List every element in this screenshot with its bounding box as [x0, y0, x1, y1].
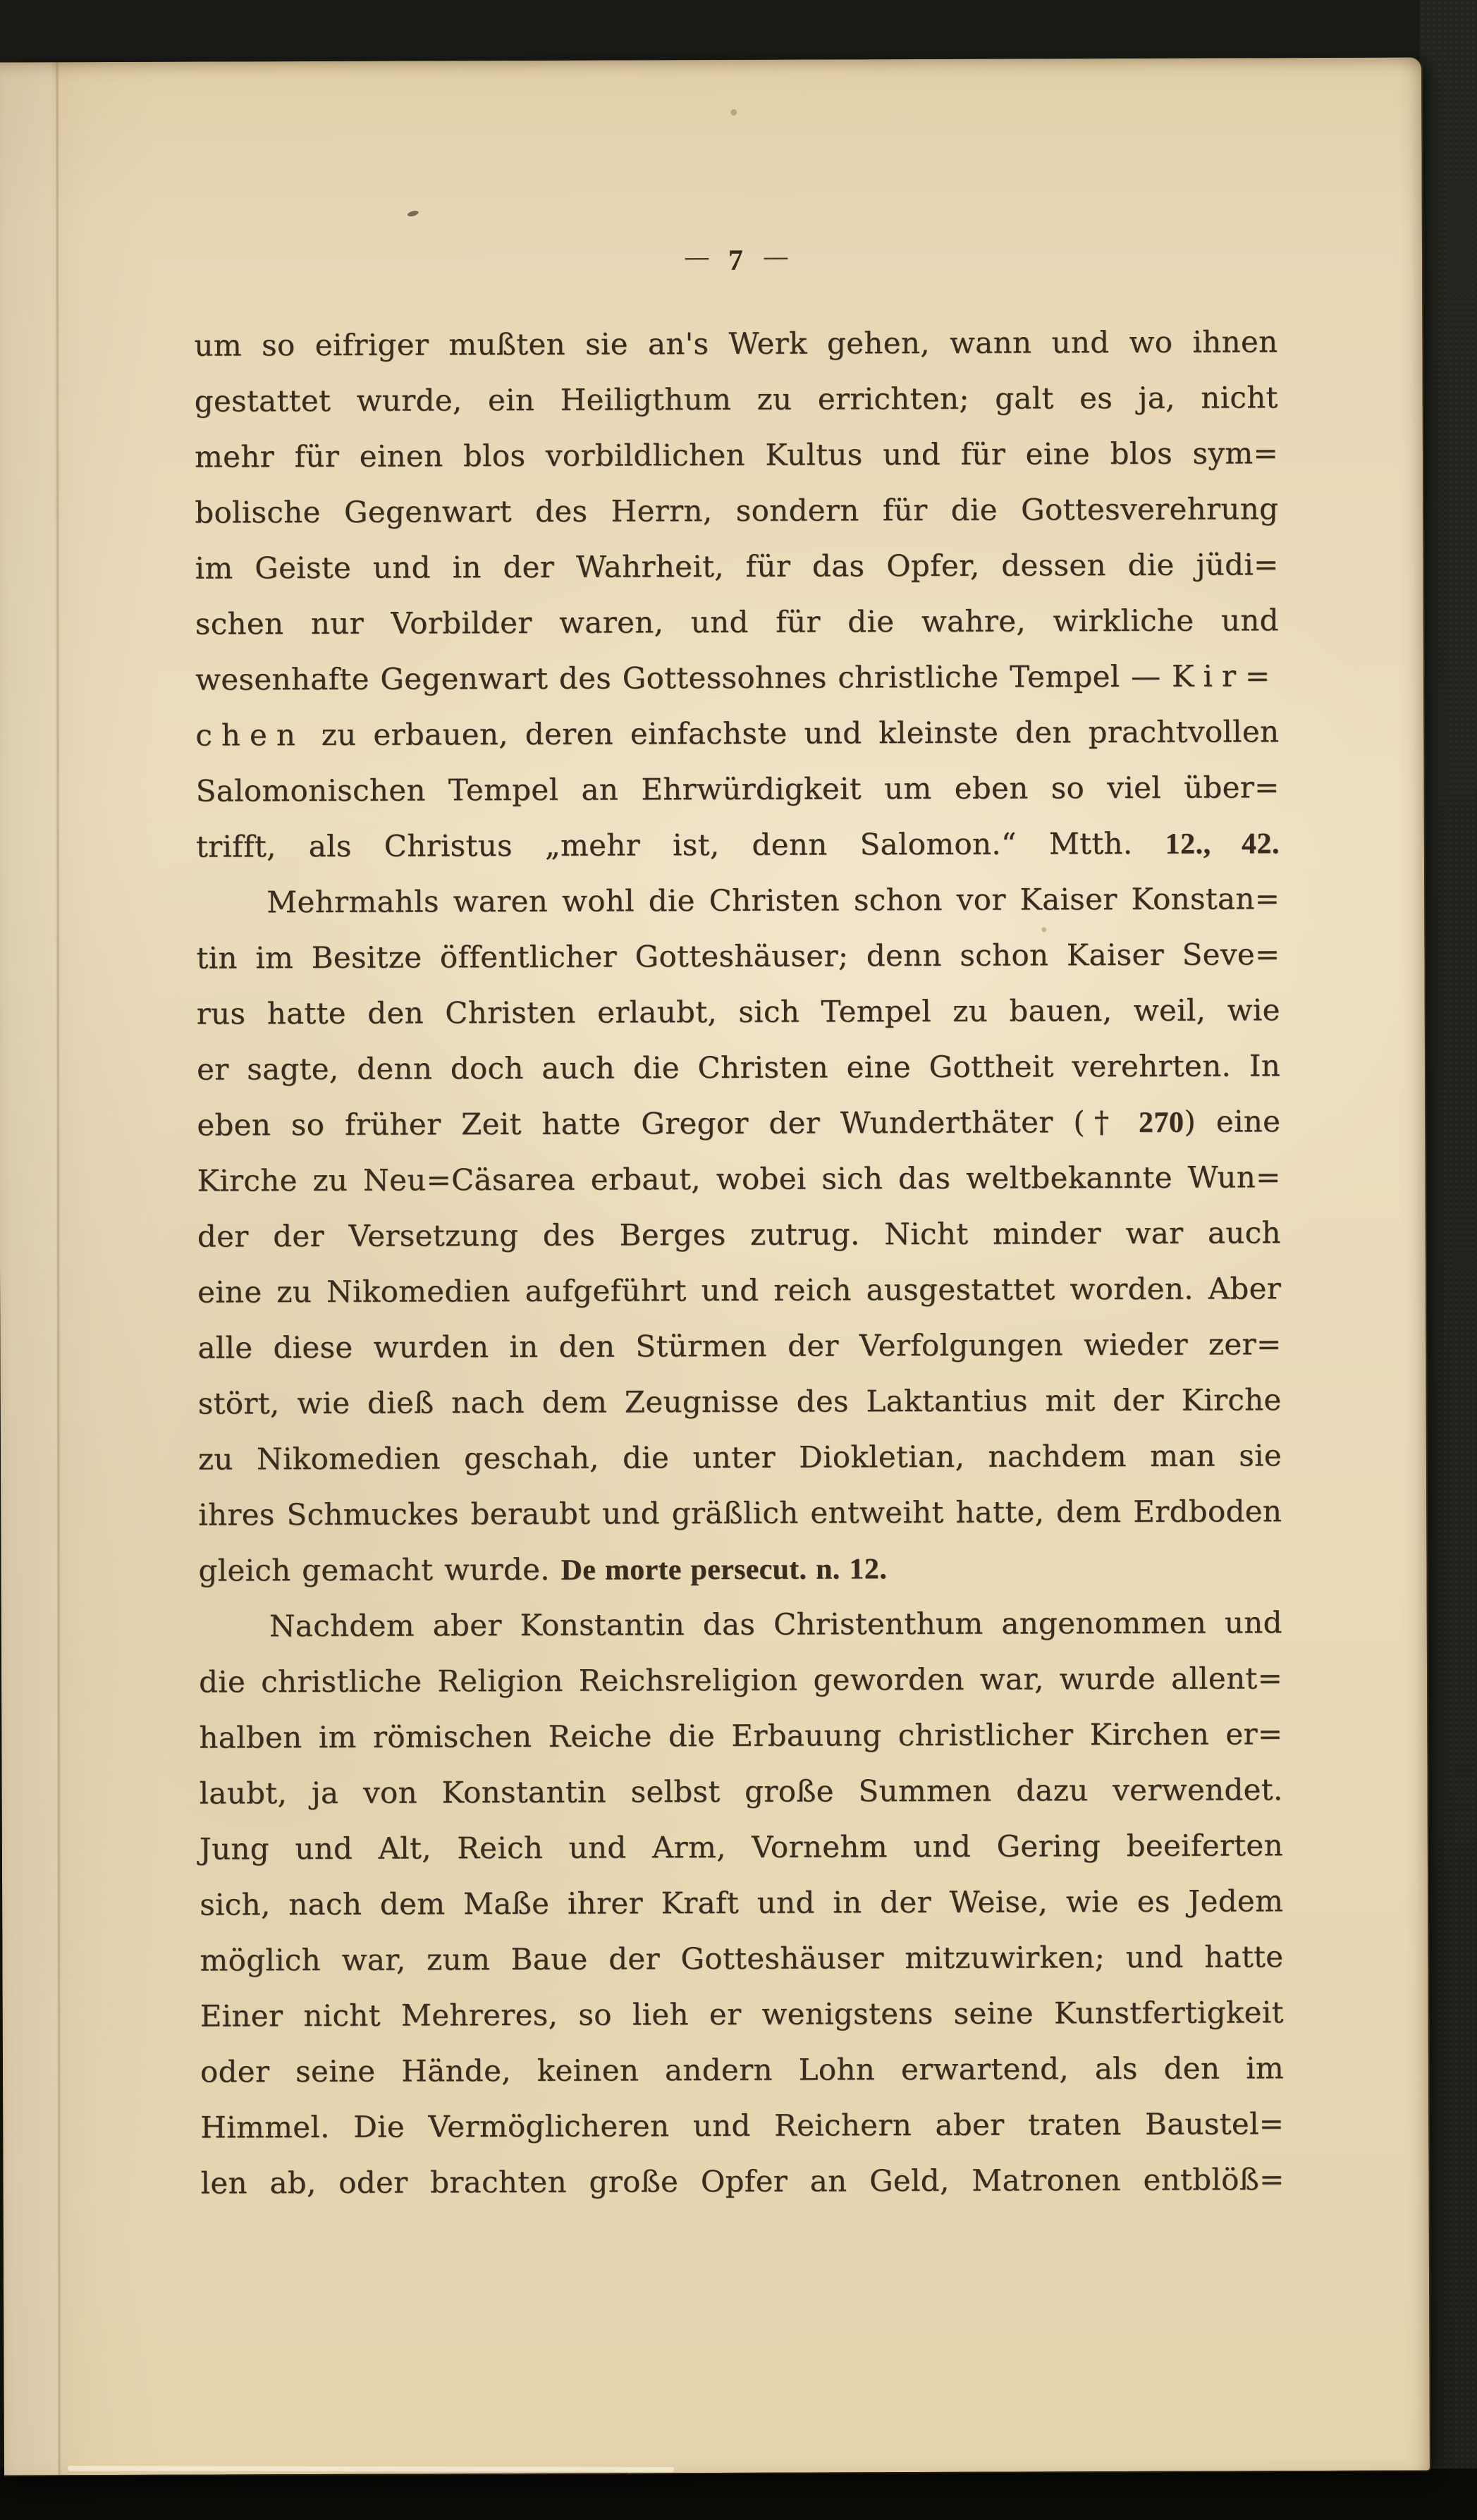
fraktur-text: rus hatte den Christen erlaubt, sich Tempel zu bauen, weil, wie	[196, 992, 1280, 1031]
text-line	[196, 815, 1280, 874]
fraktur-text: Kirche zu Neu=Cäsarea erbaut, wobei sich das weltbekannte Wun=	[197, 1160, 1281, 1198]
fraktur-text: Mehrmahls waren wohl die Christen schon vor Kaiser Konstan=	[266, 881, 1280, 920]
fraktur-text: Einer nicht Mehreres, so lieh er wenigstens seine Kunstfertigkeit	[200, 1995, 1284, 2034]
scan-background-bottom	[0, 2469, 1477, 2520]
text-line	[195, 592, 1279, 651]
page-number-header	[194, 240, 1277, 293]
text-line	[195, 759, 1279, 818]
text-line	[200, 2096, 1284, 2155]
fraktur-text: um so eifriger mußten sie an's Werk gehen, wann und wo ihnen	[194, 324, 1278, 363]
text-line	[195, 369, 1278, 429]
text-line	[197, 1149, 1280, 1208]
text-line	[197, 1205, 1281, 1264]
text-line	[197, 1316, 1281, 1375]
fraktur-text: eine zu Nikomedien aufgeführt und reich ausgestattet worden. Aber	[197, 1271, 1282, 1310]
fraktur-text: schen nur Vorbilder waren, und für die wahre, wirkliche und	[195, 603, 1279, 641]
text-line	[200, 1873, 1283, 1932]
text-line	[195, 481, 1278, 540]
text-line	[197, 982, 1280, 1041]
fraktur-text: eben so früher Zeit hatte Gregor der Wunderthäter (†	[197, 1104, 1139, 1143]
letterspaced-emphasis: Kir=	[1171, 658, 1280, 694]
fraktur-text: sich, nach dem Maße ihrer Kraft und in der Weise, wie es Jedem	[200, 1883, 1284, 1922]
fraktur-text: er sagte, denn doch auch die Christen eine Gottheit verehrten. In	[196, 1048, 1281, 1087]
bold-numeral: 12.	[849, 1553, 888, 1586]
text-line	[200, 1817, 1283, 1876]
book-page-paper	[0, 57, 1431, 2476]
fraktur-text: ) eine	[1184, 1104, 1281, 1139]
fraktur-text: stört, wie dieß nach dem Zeugnisse des Laktantius mit der Kirche	[197, 1382, 1282, 1421]
text-line	[198, 1483, 1282, 1542]
fraktur-text: laubt, ja von Konstantin selbst große Summen dazu verwendet.	[199, 1772, 1283, 1811]
fraktur-text: möglich war, zum Baue der Gotteshäuser mitzuwirken; und hatte	[200, 1939, 1284, 1978]
fraktur-text: oder seine Hände, keinen andern Lohn erwartend, als den im	[200, 2051, 1285, 2089]
text-line	[197, 1260, 1281, 1320]
fraktur-text: zu erbauen, deren einfachste und kleinste den prachtvollen	[304, 714, 1280, 753]
fraktur-text: wesenhafte Gegenwart des Gottessohnes christliche Tempel —	[195, 658, 1172, 697]
fraktur-text: die christliche Religion Reichsreligion geworden war, wurde allent=	[198, 1661, 1283, 1700]
page-gutter-shading	[0, 62, 61, 2475]
page-number: 7	[728, 244, 744, 277]
fraktur-text: alle diese wurden in den Stürmen der Verfolgungen wieder zer=	[197, 1327, 1282, 1365]
fraktur-text: im Geiste und in der Wahrheit, für das Opfer, dessen die jüdi=	[195, 547, 1279, 586]
fraktur-text: ihres Schmuckes beraubt und gräßlich entweiht hatte, dem Erdboden	[198, 1494, 1282, 1532]
text-line	[198, 1539, 1282, 1598]
fraktur-text: Nachdem aber Konstantin das Christenthum angenommen und	[269, 1605, 1282, 1644]
fraktur-text: gestattet wurde, ein Heiligthum zu errichten; galt es ja, nicht	[194, 380, 1278, 419]
fraktur-text: Jung und Alt, Reich und Arm, Vornehm und Gering beeiferten	[199, 1828, 1283, 1867]
page-number-dash-left: —	[683, 242, 709, 273]
text-line	[195, 648, 1279, 707]
text-line	[197, 1093, 1280, 1153]
letterspaced-emphasis: chen	[195, 718, 305, 753]
text-line	[194, 314, 1277, 373]
text-line	[198, 1372, 1282, 1431]
text-line	[199, 1762, 1282, 1821]
text-line	[200, 2040, 1284, 2099]
fraktur-text: tin im Besitze öffentlicher Gotteshäuser; denn schon Kaiser Seve=	[196, 937, 1280, 976]
scan-background-top	[0, 0, 1477, 61]
text-line	[198, 1427, 1282, 1487]
fraktur-text: bolische Gegenwart des Herrn, sondern für die Gottesverehrung	[195, 491, 1279, 530]
paper-blemish	[730, 109, 737, 116]
fraktur-text: der der Versetzung des Berges zutrug. Nicht minder war auch	[197, 1215, 1281, 1254]
bold-numeral: 270	[1138, 1106, 1184, 1139]
text-line	[195, 425, 1278, 484]
bold-numeral: 12., 42.	[1165, 828, 1280, 861]
text-line	[199, 1650, 1282, 1709]
text-line	[195, 703, 1279, 763]
text-line	[200, 1929, 1283, 1988]
text-line	[200, 2151, 1284, 2211]
text-line	[196, 871, 1280, 930]
fraktur-text: mehr für einen blos vorbildlichen Kultus und für eine blos sym=	[194, 436, 1279, 474]
fraktur-text: Himmel. Die Vermöglicheren und Reichern aber traten Baustel=	[200, 2106, 1285, 2145]
text-line	[199, 1594, 1282, 1654]
body-text	[194, 314, 1284, 2211]
fraktur-text: trifft, als Christus „mehr ist, denn Salomon.“ Mtth.	[195, 825, 1165, 864]
fraktur-text: halben im römischen Reiche die Erbauung christlicher Kirchen er=	[199, 1716, 1283, 1755]
paper-blemish	[407, 210, 419, 218]
latin-citation: De morte persecut. n.	[560, 1553, 850, 1587]
fraktur-text: Salomonischen Tempel an Ehrwürdigkeit um eben so viel über=	[195, 770, 1280, 809]
text-line	[196, 926, 1280, 985]
fraktur-text: gleich gemacht wurde.	[198, 1551, 561, 1588]
text-line	[195, 536, 1278, 596]
fraktur-text: len ab, oder brachten große Opfer an Geld, Matronen entblöß=	[200, 2162, 1285, 2201]
text-line	[197, 1038, 1280, 1097]
page-number-dash-right: —	[762, 241, 788, 272]
fraktur-text: zu Nikomedien geschah, die unter Diokletian, nachdem man sie	[197, 1438, 1282, 1477]
text-line	[200, 1984, 1284, 2043]
text-line	[199, 1706, 1282, 1765]
